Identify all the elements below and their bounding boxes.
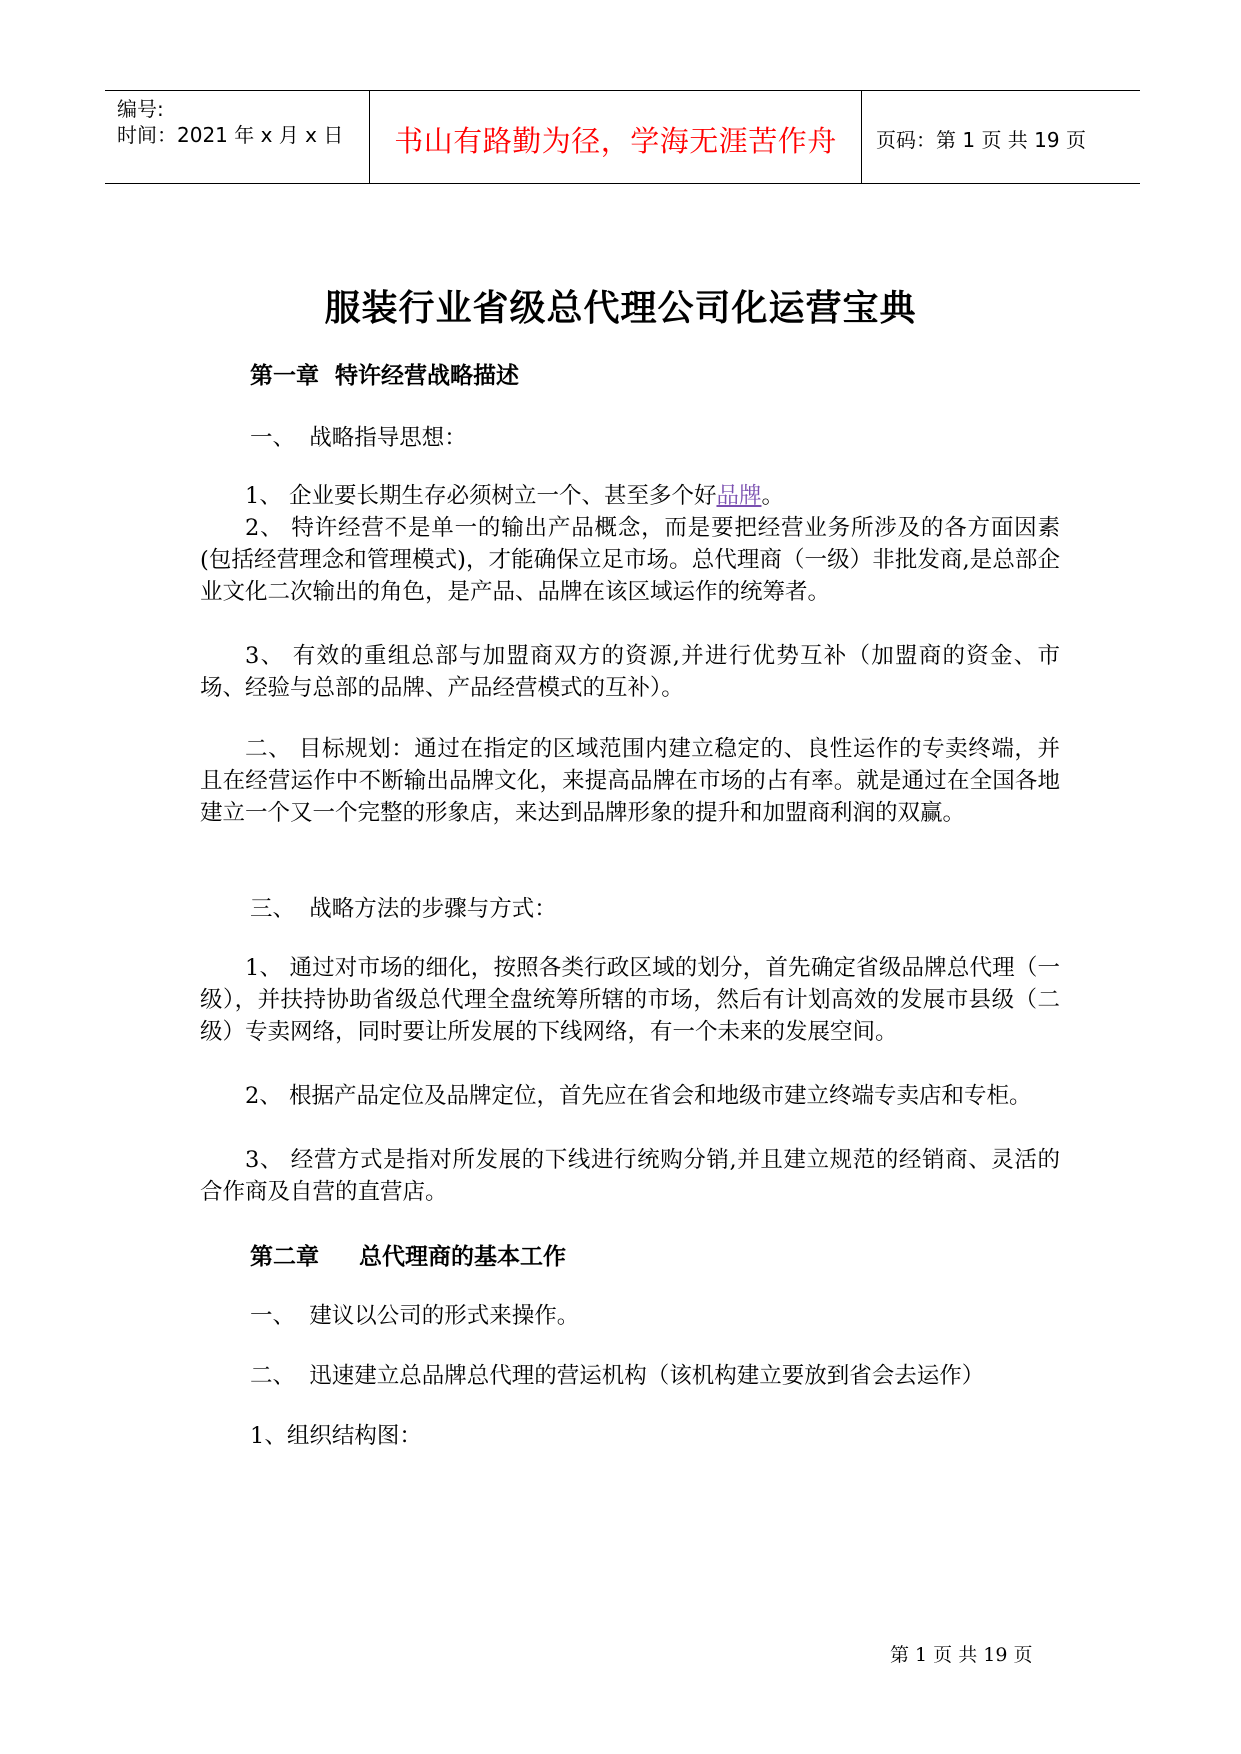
- chapter1-section1-item1: [200, 480, 1060, 512]
- brand-link[interactable]: 品牌: [716, 483, 762, 509]
- document-title: 服装行业省级总代理公司化运营宝典: [324, 287, 917, 329]
- item1-end: 。: [761, 483, 784, 509]
- chapter1-section1-item2: 2、 特许经营不是单一的输出产品概念，而是要把经营业务所涉及的各方面因素(包括经营理念和管理模式)，才能确保立足市场。总代理商（一级）非批发商,是总部企业文化二次输出的角色，是产品、品牌在该区域运作的统筹者。: [200, 515, 1060, 605]
- chapter2-section2: 二、 迅速建立总品牌总代理的营运机构（该机构建立要放到省会去运作）: [250, 1363, 985, 1389]
- header-page-cell: [862, 91, 1140, 183]
- chapter1-section2: 二、 目标规划：通过在指定的区域范围内建立稳定的、良性运作的专卖终端，并且在经营运作中不断输出品牌文化，来提高品牌在市场的占有率。就是通过在全国各地建立一个又一个完整的形象店，来达到品牌形象的提升和加盟商利润的双赢。: [200, 736, 1060, 826]
- chapter2-section1: 一、 建议以公司的形式来操作。: [250, 1303, 580, 1329]
- page-footer: 第 1 页 共 19 页: [890, 1644, 1033, 1666]
- chapter2-section2-item1: 1、组织结构图：: [250, 1423, 422, 1449]
- header-page-info: 页码：第 1 页 共 19 页: [876, 128, 1086, 152]
- chapter1-section1-item3: 3、 有效的重组总部与加盟商双方的资源,并进行优势互补（加盟商的资金、市场、经验与总部的品牌、产品经营模式的互补）。: [200, 643, 1060, 701]
- header-meta-cell: [105, 91, 370, 183]
- chapter1-section1-heading: 一、 战略指导思想：: [250, 425, 467, 451]
- chapter1-section3-heading: 三、 战略方法的步骤与方式：: [250, 896, 557, 922]
- chapter1-section3-item2: 2、 根据产品定位及品牌定位，首先应在省会和地级市建立终端专卖店和专柜。: [245, 1083, 1032, 1109]
- chapter2-heading: 第二章 总代理商的基本工作: [250, 1243, 567, 1270]
- chapter1-section3-item1: 1、 通过对市场的细化，按照各类行政区域的划分，首先确定省级品牌总代理（一级），并扶持协助省级总代理全盘统筹所辖的市场，然后有计划高效的发展市县级（二级）专卖网络，同时要让所发展的下线网络，有一个未来的发展空间。: [200, 955, 1060, 1045]
- chapter1-heading: 第一章 特许经营战略描述: [250, 362, 520, 389]
- header-motto: 书山有路勤为径，学海无涯苦作舟: [394, 124, 837, 158]
- header-motto-cell: [370, 91, 862, 183]
- document-header: [105, 90, 1140, 184]
- header-time-label: 时间：2021 年 x 月 x 日: [117, 123, 344, 147]
- chapter1-section3-item3: 3、 经营方式是指对所发展的下线进行统购分销,并且建立规范的经销商、灵活的合作商及自营的直营店。: [200, 1147, 1060, 1205]
- header-number-label: 编号:: [117, 97, 164, 121]
- item1-text: 1、 企业要长期生存必须树立一个、甚至多个好: [245, 483, 717, 509]
